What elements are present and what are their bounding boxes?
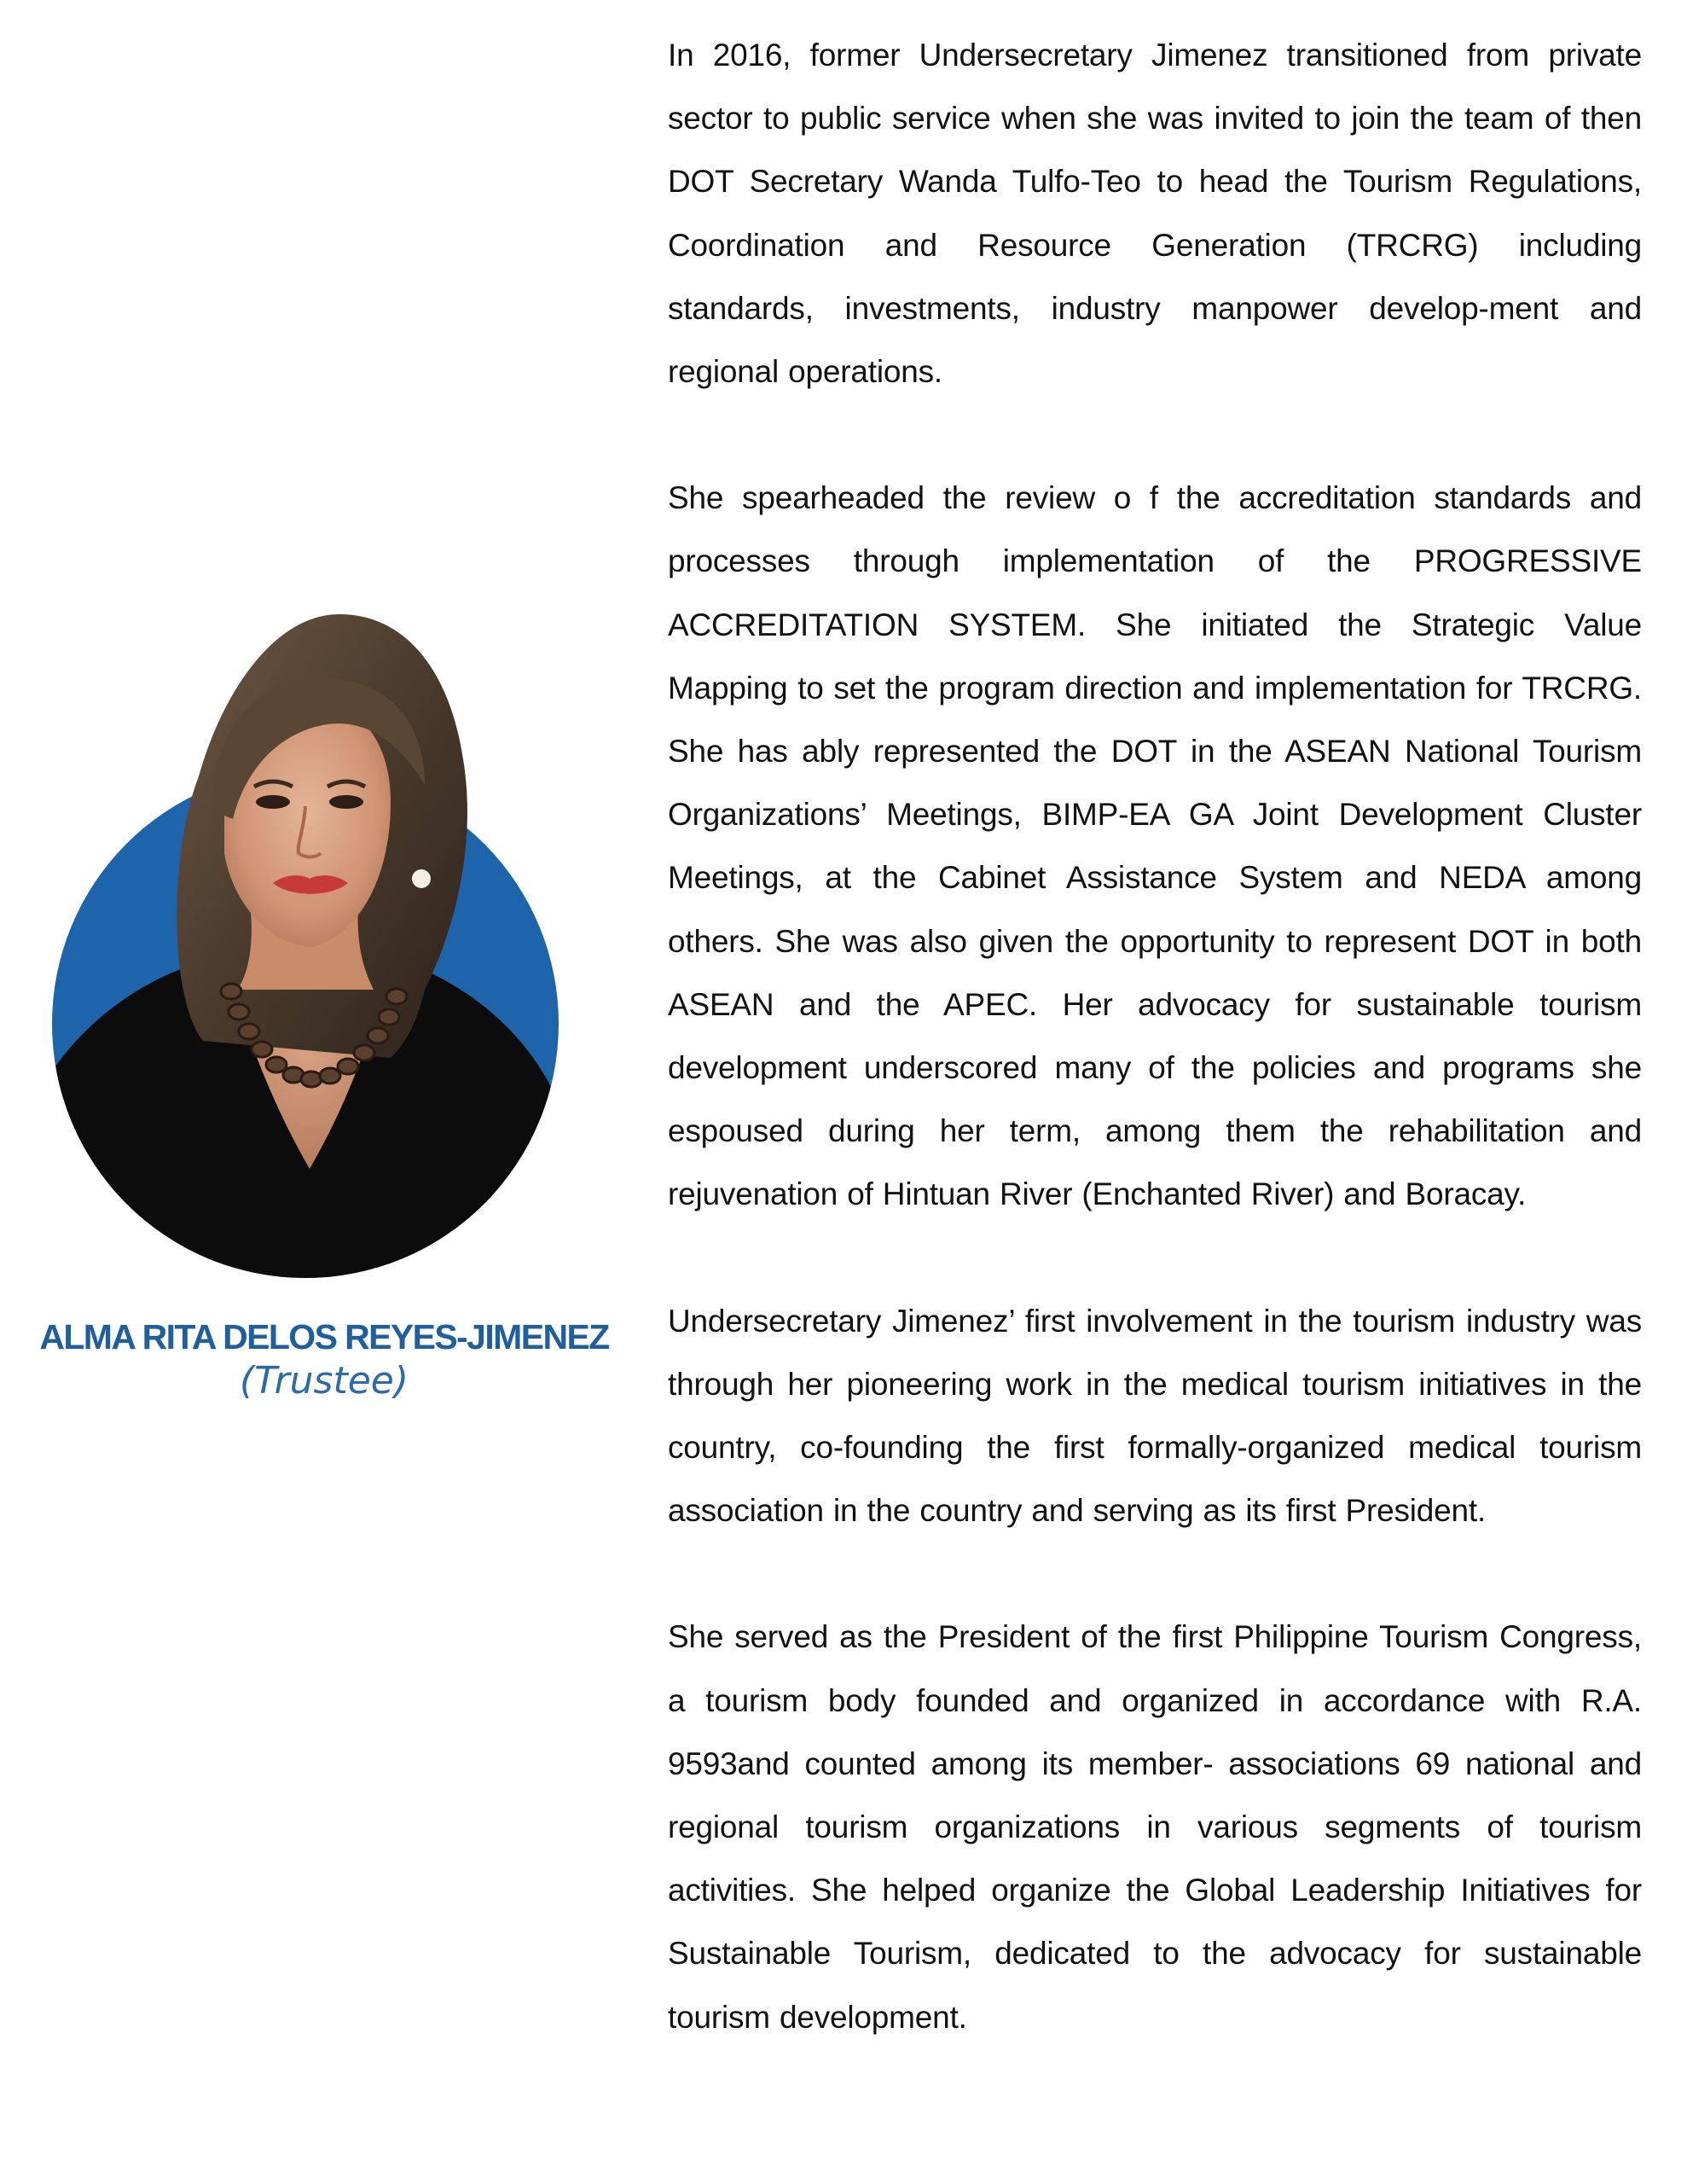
person-role: (Trustee) <box>239 1359 409 1403</box>
right-eye <box>329 795 363 809</box>
portrait-illustration <box>49 597 561 1288</box>
bio-paragraph: She served as the President of the first Philippine Tourism Congress, a tourism body founded and organized in accordance with R.A. 9593and counted among its member- associations 69 national and regional tourism organizations in various segments of tourism activities. She helped organize the Global Leadership Initiatives for Sustainable Tourism, dedicated to the advocacy for sustainable tourism development. <box>668 1619 1642 2035</box>
bio-paragraph: In 2016, former Undersecretary Jimenez transitioned from private sector to public service when she was invited to join the team of then DOT Secretary Wanda Tulfo-Teo to head the Tourism Regulations, Coordination and Resource Generation (TRCRG) including standards, investments, industry manpower develop-ment and regional operations. <box>668 38 1642 390</box>
name-block <box>17 1316 631 1403</box>
biography <box>668 24 1642 2112</box>
person-name: ALMA RITA DELOS REYES-JIMENEZ <box>39 1317 609 1356</box>
pearl-earring <box>412 869 431 888</box>
left-eye <box>256 795 290 809</box>
bio-paragraph: Undersecretary Jimenez’ first involvement in the tourism industry was through her pioneering work in the medical tourism initiatives in the country, co-founding the first formally-organized medical tourism association in the country and serving as its first President. <box>668 1303 1642 1529</box>
bio-paragraph: She spearheaded the review o f the accreditation standards and processes through implementation of the PROGRESSIVE ACCREDITATION SYSTEM. She initiated the Strategic Value Mapping to set the program direction and implementation for TRCRG. She has ably represented the DOT in the ASEAN National Tourism Organizations’ Meetings, BIMP-EA GA Joint Development Cluster Meetings, at the Cabinet Assistance System and NEDA among others. She was also given the opportunity to represent DOT in both ASEAN and the APEC. Her advocacy for sustainable tourism development underscored many of the policies and programs she espoused during her term, among them the rehabilitation and rejuvenation of Hintuan River (Enchanted River) and Boracay. <box>668 480 1642 1212</box>
profile-portrait <box>49 597 561 1288</box>
